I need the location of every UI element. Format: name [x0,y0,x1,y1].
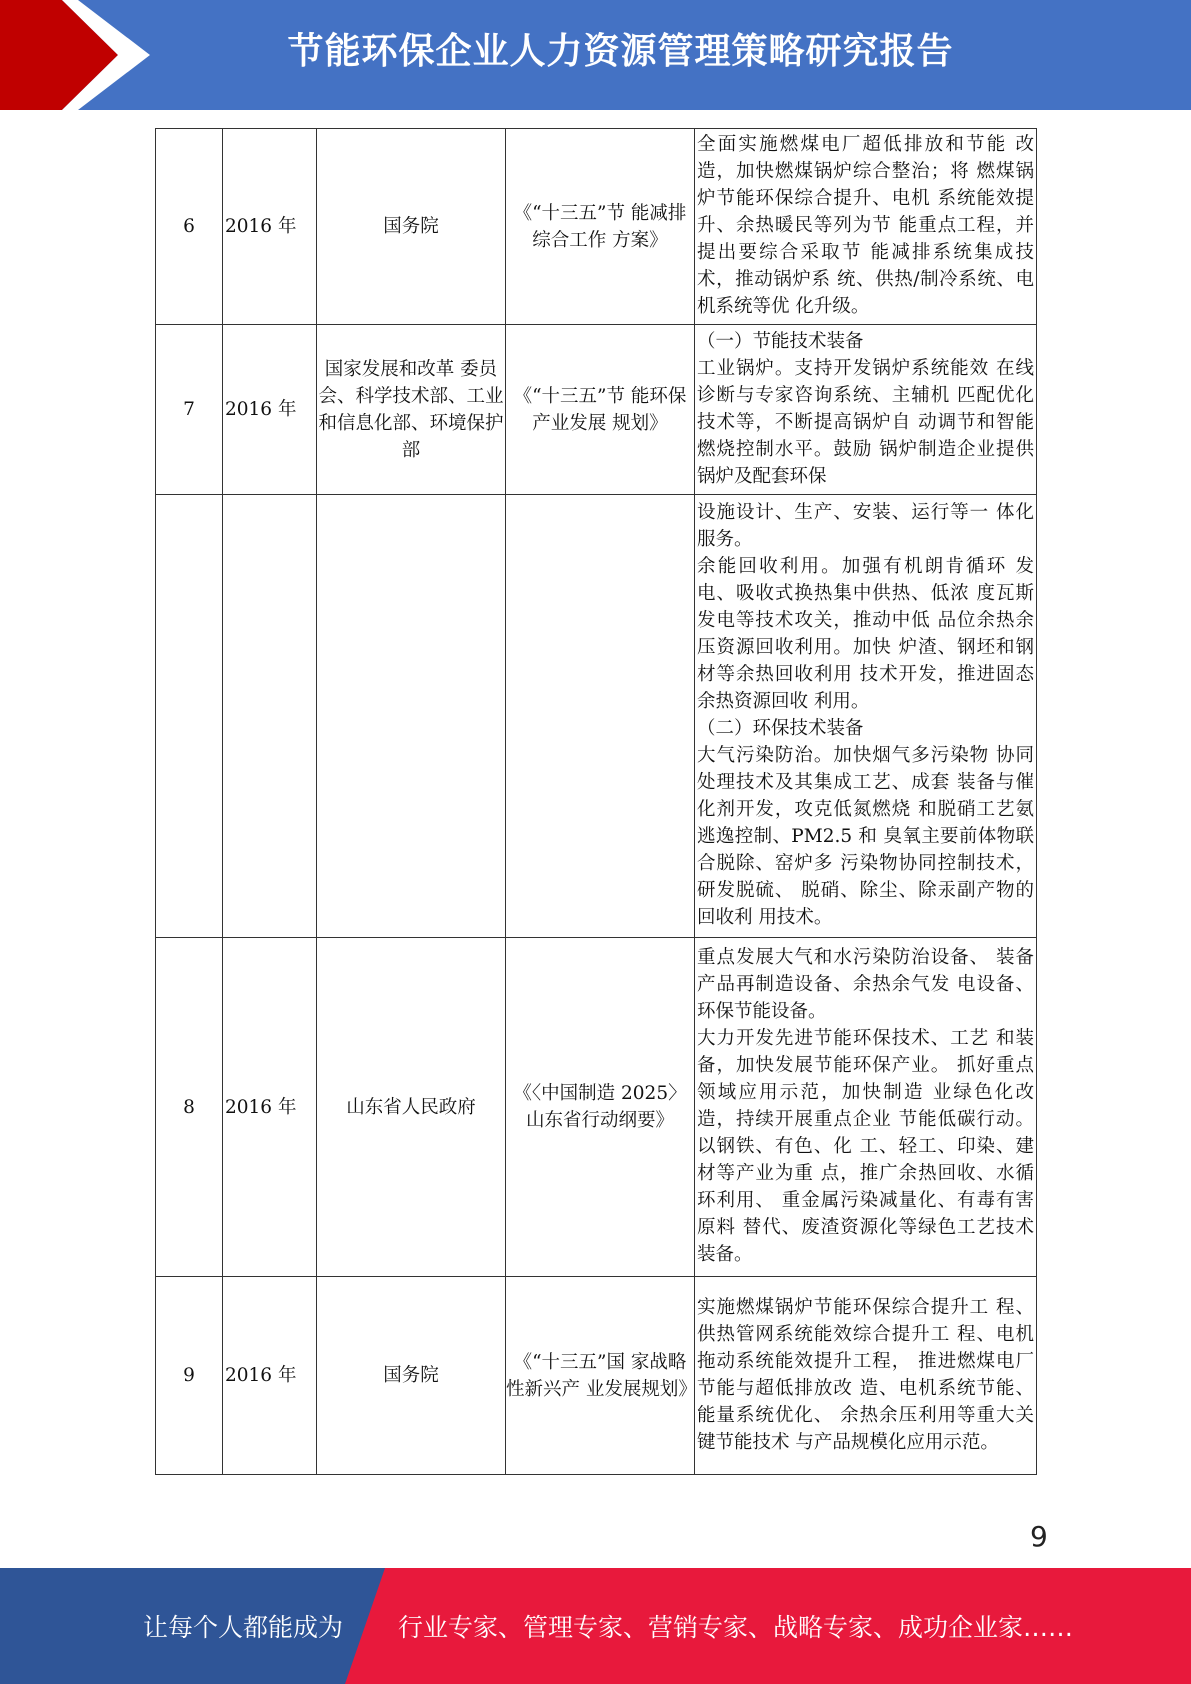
table-row [156,325,1037,495]
header-arrow-decoration [0,0,150,110]
row-document: 《“十三五”国 家战略性新兴产 业发展规划》 [506,1277,695,1475]
row-document: 《“十三五”节 能减排综合工作 方案》 [506,129,695,325]
row-number: 9 [156,1277,223,1475]
row-department: 国务院 [317,129,506,325]
policy-table [155,128,1037,1475]
table-row [156,1277,1037,1475]
row-content: 设施设计、生产、安装、运行等一 体化服务。 余能回收利用。加强有机朗肯循环 发电、吸收式换热集中供热、低浓 度瓦斯发电等技术攻关，推动中低 品位余热余压资源回收利用。加快 炉渣、钢坯和钢材等余热回收利用 技术开发，推进固态余热资源回收 利用。 （二）环保技术装备 大气污染防治。加快烟气多污染物 协同处理技术及其集成工艺、成套 装备与催化剂开发，攻克低氮燃烧 和脱硝工艺氨逃逸控制、PM2.5 和 臭氧主要前体物联合脱除、窑炉多 污染物协同控制技术，研发脱硫、 脱硝、除尘、除汞副产物的回收利 用技术。 [697,502,1034,928]
row-content: 重点发展大气和水污染防治设备、 装备产品再制造设备、余热余气发 电设备、环保节能设备。 大力开发先进节能环保技术、工艺 和装备，加快发展节能环保产业。 抓好重点领域应用示范，加快制造 业绿色化改造，持续开展重点企业 节能低碳行动。以钢铁、有色、化 工、轻工、印染、建材等产业为重 点，推广余热回收、水循环利用、 重金属污染减量化、有毒有害原料 替代、废渣资源化等绿色工艺技术 装备。 [697,947,1034,1265]
row-number: 8 [156,938,223,1277]
row-year: 2016 年 [223,1277,317,1475]
row-content: （一）节能技术装备 工业锅炉。支持开发锅炉系统能效 在线诊断与专家咨询系统、主辅机 匹配优化技术等，不断提高锅炉自 动调节和智能燃烧控制水平。鼓励 锅炉制造企业提供锅炉及配套环保 [697,330,1034,487]
row-document [506,495,695,938]
table-row [156,495,1037,938]
table-row [156,129,1037,325]
row-number: 7 [156,325,223,495]
row-department: 山东省人民政府 [317,938,506,1277]
row-number: 6 [156,129,223,325]
footer-left-text: 让每个人都能成为 [143,1613,344,1642]
row-year: 2016 年 [223,325,317,495]
footer-right-text: 行业专家、管理专家、营销专家、战略专家、成功企业家…… [398,1613,1074,1642]
page-header [0,0,1191,110]
row-content: 实施燃煤锅炉节能环保综合提升工 程、供热管网系统能效综合提升工 程、电机拖动系统能效提升工程， 推进燃煤电厂节能与超低排放改 造、电机系统节能、能量系统优化、 余热余压利用等重大关键节能技术 与产品规模化应用示范。 [697,1296,1034,1453]
row-department: 国家发展和改革 委员会、科学技术部、工业和信息化部、环境保护部 [317,325,506,495]
row-document: 《“十三五”节 能环保产业发展 规划》 [506,325,695,495]
row-content: 全面实施燃煤电厂超低排放和节能 改造，加快燃煤锅炉综合整治；将 燃煤锅炉节能环保综合提升、电机 系统能效提升、余热暖民等列为节 能重点工程，并提出要综合采取节 能减排系统集成技术，推动锅炉系 统、供热/制冷系统、电机系统等优 化升级。 [697,134,1034,317]
row-department: 国务院 [317,1277,506,1475]
row-department [317,495,506,938]
page-footer [0,1568,1191,1684]
row-document: 《〈中国制造 2025〉山东省行动纲要》 [506,938,695,1277]
row-year: 2016 年 [223,938,317,1277]
row-number [156,495,223,938]
page-title: 节能环保企业人力资源管理策略研究报告 [287,31,954,72]
page-number: 9 [1030,1520,1048,1553]
row-year [223,495,317,938]
row-year: 2016 年 [223,129,317,325]
table-row [156,938,1037,1277]
